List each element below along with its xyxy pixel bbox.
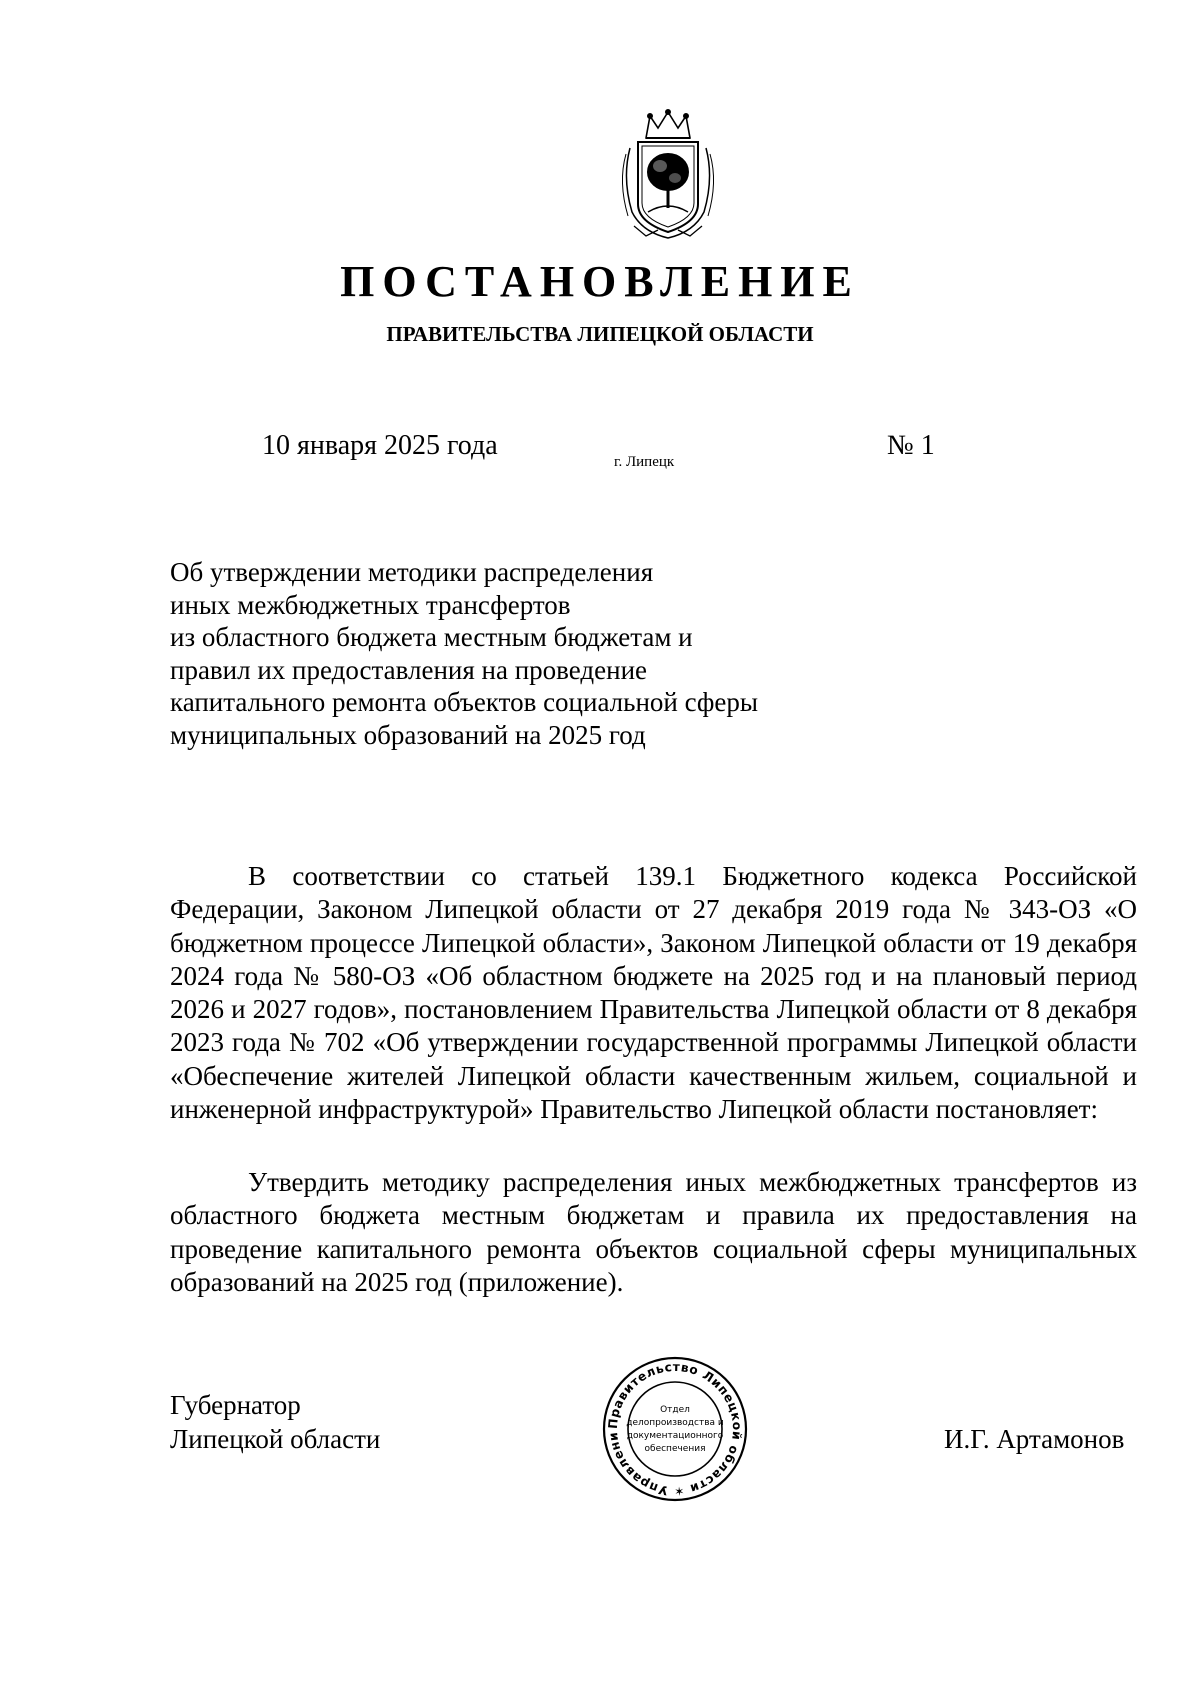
document-city: г. Липецк: [614, 454, 675, 470]
stamp-center-line: обеспечения: [644, 1444, 706, 1454]
subject-line: Об утверждении методики распределения: [170, 557, 654, 587]
seal-stamp-icon: [600, 1354, 750, 1504]
body-paragraph-resolution: Утвердить методику распределения иных межбюджетных трансфертов из областного бюджета местным бюджетам и правила их предоставления на проведение капитального ремонта объектов социальной сферы муниципальных образований на 2025 год (приложение).: [170, 1167, 1137, 1297]
subject-line: муниципальных образований на 2025 год: [170, 719, 646, 750]
body-paragraph-preamble: В соответствии со статьей 139.1 Бюджетного кодекса Российской Федерации, Законом Липецкой области от 27 декабря 2019 года № 343-ОЗ «О бюджетном процессе Липецкой области», Законом Липецкой области от 19 декабря 2024 года № 580-ОЗ «Об областном бюджете на 2025 год и на плановый период 2026 и 2027 годов», постановлением Правительства Липецкой области от 8 декабря 2023 года № 702 «Об утверждении государственной программы Липецкой области «Обеспечение жителей Липецкой области качественным жильем, социальной и инженерной инфраструктурой» Правительство Липецкой области постановляет:: [170, 861, 1137, 1125]
signer-position: [170, 1388, 380, 1456]
subject-line: иных межбюджетных трансфертов: [170, 589, 571, 620]
signer-position-line: Липецкой области: [170, 1424, 381, 1454]
signer-position-line: Губернатор: [170, 1390, 301, 1420]
signer-name: И.Г. Артамонов: [944, 1424, 1125, 1454]
subject-line: капитального ремонта объектов социальной сферы: [170, 687, 759, 717]
document-subject: [170, 556, 758, 751]
document-date: 10 января 2025 года: [262, 430, 498, 461]
stamp-ring-text: Правительство Липецкой области ✶ Управлени: [605, 1359, 745, 1499]
coat-of-arms-icon: [612, 108, 724, 244]
document-issuer: ПРАВИТЕЛЬСТВА ЛИПЕЦКОЙ ОБЛАСТИ: [386, 322, 814, 346]
subject-line: правил их предоставления на проведение: [170, 654, 648, 685]
stamp-center-line: документационного: [626, 1431, 724, 1441]
subject-line: из областного бюджета местным бюджетам и: [170, 622, 693, 652]
document-number: № 1: [887, 430, 935, 461]
stamp-center-line: делопроизводства и: [626, 1418, 724, 1428]
stamp-center-line: Отдел: [660, 1405, 690, 1415]
document-title: ПОСТАНОВЛЕНИЕ: [340, 257, 860, 306]
